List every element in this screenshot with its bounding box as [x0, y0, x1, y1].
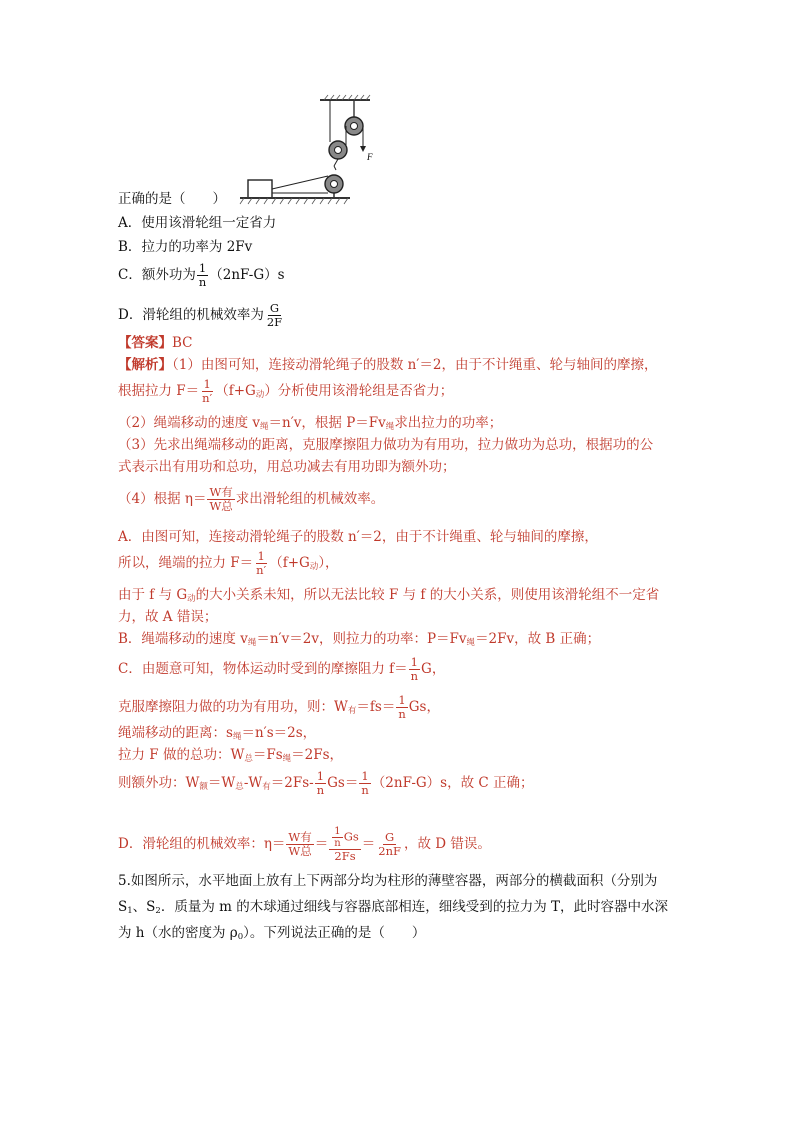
fraction: $\frac{1}{n}$	[410, 655, 419, 683]
analysis-p3b: 式表示出有用功和总功，用总功减去有用功即为额外功；	[118, 459, 456, 475]
option-b: B．拉力的功率为 2Fv	[118, 239, 253, 255]
analysis-p1b: 根据拉力 F＝ $\frac{1}{n'}$ $(f+G_动)$分析使用该滑轮组是否省力；	[118, 377, 454, 405]
option-c: C．额外功为 $\frac{1}{n}$ （2nF-G）s	[118, 261, 285, 289]
analysis-c1: C．由题意可知，物体运动时受到的摩擦阻力 f＝ $\frac{1}{n}$ G，	[118, 655, 446, 683]
fraction: $\frac{1}{n}$	[316, 769, 325, 797]
fraction: $\frac{1}{n'}$	[202, 377, 213, 405]
answer-label: 【答案】	[118, 335, 172, 351]
analysis-a2: 所以，绳端的拉力 F＝ $\frac{1}{n'}$ $(f+G_动)$，	[118, 549, 339, 577]
pulley-diagram	[238, 94, 378, 210]
analysis-a3: 由于 f 与 $G_动$的大小关系未知，所以无法比较 F 与 f 的大小关系，则使用该滑轮组不一定省	[118, 587, 660, 604]
analysis-a4: 力，故 A 错误；	[118, 609, 218, 625]
compound-fraction: $\frac{1}{n}$ Gs 2Fs	[329, 826, 361, 863]
next-question-l2: $S_1$、$S_2$．质量为 m 的木球通过细线与容器底部相连，细线受到的拉力为 T，此时容器中水深	[118, 899, 669, 916]
next-question-l3: 为 h（水的密度为 $\rho_0$）。下列说法正确的是（ ）	[118, 925, 426, 942]
fraction: $\frac{1}{n'}$	[256, 549, 267, 577]
fraction: $\frac{1}{n}$	[398, 693, 406, 721]
answer-value: BC	[172, 335, 193, 351]
option-a: A．使用该滑轮组一定省力	[118, 215, 277, 231]
analysis-p4: （4）根据 η＝ $\frac{\text{W有}}{\text{W总}}$ 求出滑轮组的机械效率。	[118, 485, 385, 513]
fraction: $\frac{1}{n}$	[198, 261, 207, 289]
option-d: D．滑轮组的机械效率为 $\frac{G}{2F}$	[118, 301, 283, 329]
fraction: $\frac{G}{2F}$	[266, 301, 283, 329]
fraction: $\frac{G}{2nF}$	[378, 830, 401, 858]
fraction: $\frac{\text{W有}}{\text{W总}}$	[288, 830, 312, 858]
answer-line	[118, 334, 193, 352]
analysis-c4: 拉力 F 做的总功：$W_总=Fs_绳=2Fs$，	[118, 747, 344, 764]
analysis-p1a: 【解析】（1）由图可知，连接动滑轮绳子的股数 n′＝2，由于不计绳重、轮与轴间的摩擦，	[118, 357, 658, 373]
fraction: $\frac{1}{n}$	[361, 769, 369, 797]
analysis-c5: 则额外功：$W_额=W_总-W_有=2Fs-$ $\frac{1}{n}$ Gs＝ $\frac{1}{n}$ （2nF-G）s，故 C 正确；	[118, 769, 534, 797]
analysis-c3: 绳端移动的距离：$s_绳=n's=2s$，	[118, 725, 317, 742]
fraction: $\frac{\text{W有}}{\text{W总}}$	[209, 485, 233, 513]
force-label: F	[367, 152, 373, 162]
analysis-a1: A．由图可知，连接动滑轮绳子的股数 n′＝2，由于不计绳重、轮与轴间的摩擦，	[118, 529, 598, 545]
question-stem: 正确的是（ ）	[118, 191, 226, 207]
analysis-b1: B．绳端移动的速度 $v_绳=n'v=2v$，则拉力的功率：$P=Fv_绳=2Fv$，故 B 正确；	[118, 631, 601, 648]
analysis-label: 【解析】	[118, 357, 172, 373]
analysis-d1: D．滑轮组的机械效率：η＝ $\frac{\text{W有}}{\text{W总}}$ ＝ $\frac{1}{n}$ Gs 2Fs ＝ $\frac{G}{2nF}$ ，故 D 错误。	[118, 826, 491, 863]
analysis-c2: 克服摩擦阻力做的功为有用功，则：$W_有=fs=$ $\frac{1}{n}$ Gs，	[118, 693, 440, 721]
next-question-l1: 5.如图所示，水平地面上放有上下两部分均为柱形的薄壁容器，两部分的横截面积（分别为	[118, 873, 658, 889]
analysis-p3a: （3）先求出绳端移动的距离，克服摩擦阻力做功为有用功，拉力做功为总功，根据功的公	[118, 437, 654, 453]
analysis-p2: （2）绳端移动的速度 $v_绳=n'v$，根据 $P=Fv_绳$求出拉力的功率；	[118, 415, 503, 432]
